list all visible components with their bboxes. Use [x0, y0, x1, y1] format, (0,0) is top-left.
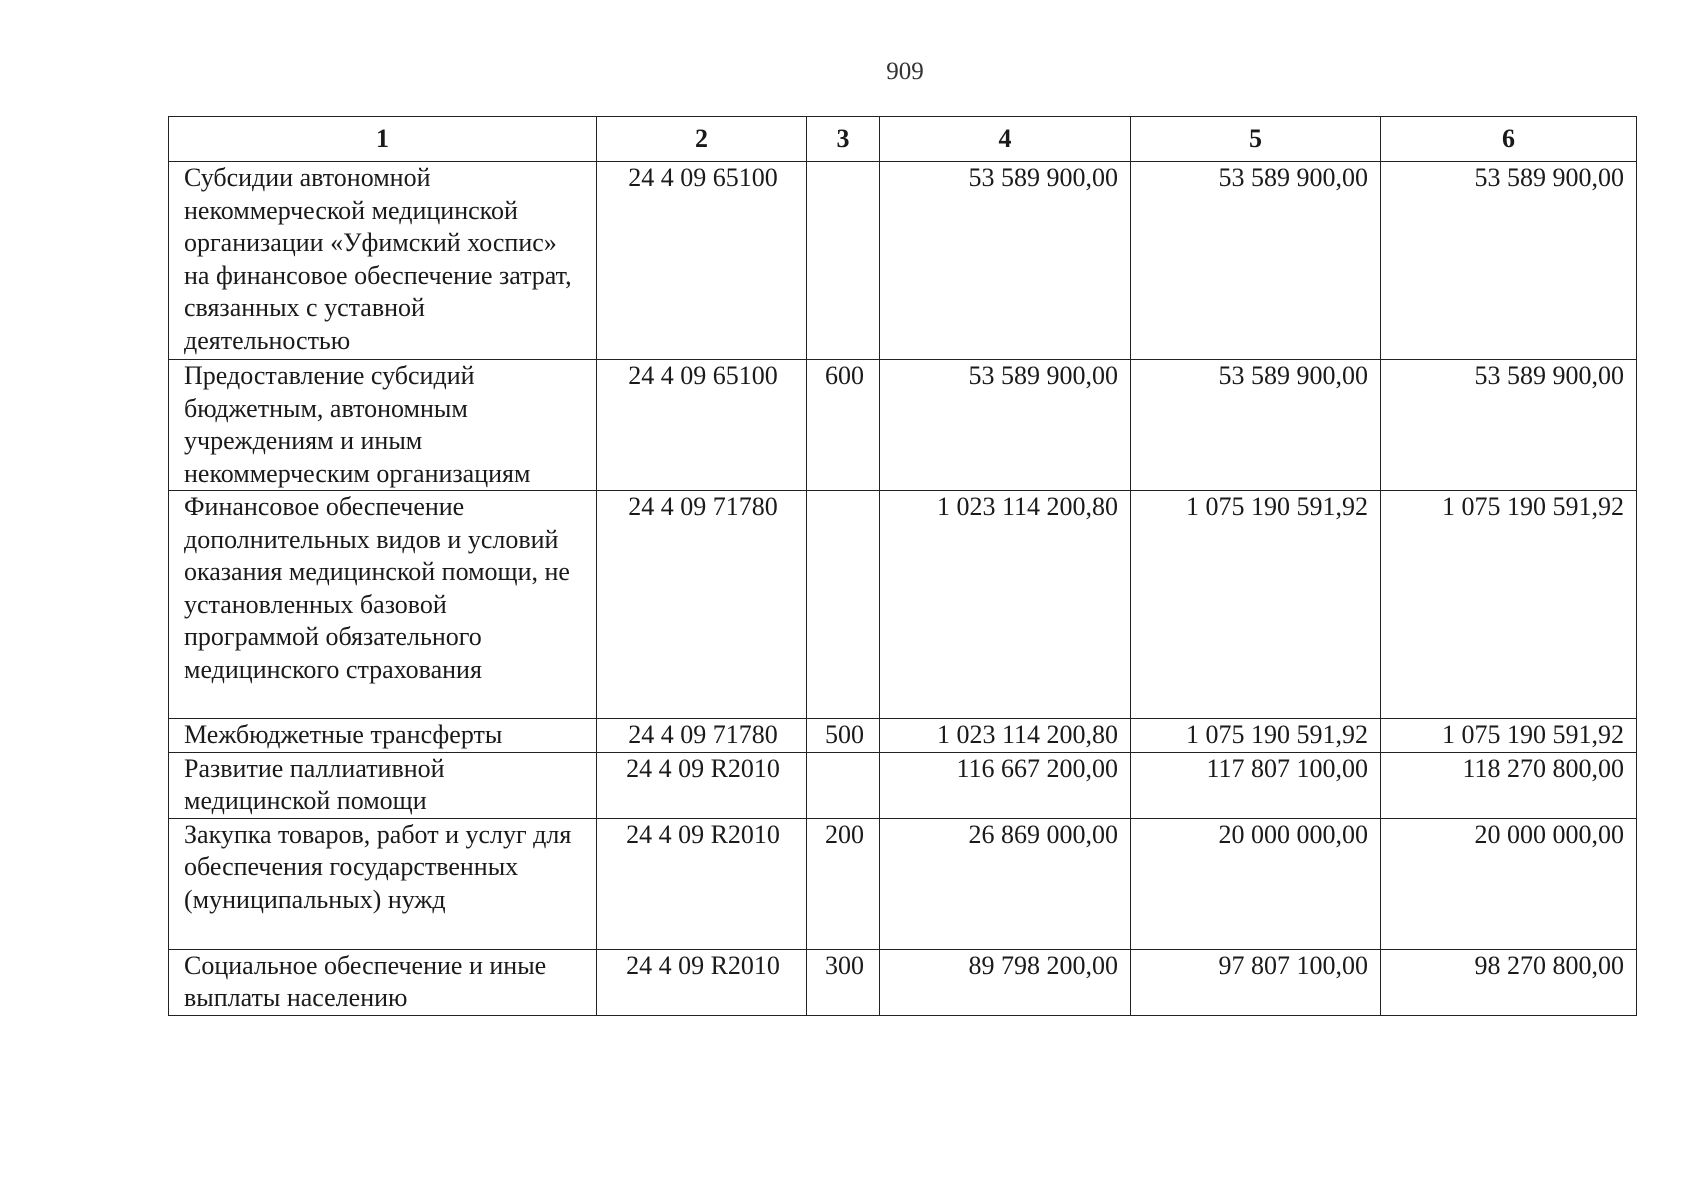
- row-code: 24 4 09 71780: [597, 719, 807, 753]
- row-value-6: 98 270 800,00: [1381, 949, 1637, 1015]
- row-value-5: 97 807 100,00: [1131, 949, 1381, 1015]
- row-name: Межбюджетные трансферты: [169, 719, 597, 753]
- row-code: 24 4 09 65100: [597, 360, 807, 491]
- row-code: 24 4 09 R2010: [597, 818, 807, 949]
- column-header: 5: [1131, 117, 1381, 162]
- row-value-5: 20 000 000,00: [1131, 818, 1381, 949]
- row-code: 24 4 09 65100: [597, 162, 807, 360]
- table-row: [169, 491, 1637, 719]
- row-value-6: 1 075 190 591,92: [1381, 491, 1637, 719]
- row-kvr: [807, 162, 880, 360]
- row-kvr: 200: [807, 818, 880, 949]
- row-value-5: 53 589 900,00: [1131, 360, 1381, 491]
- table-row: [169, 949, 1637, 1015]
- row-value-4: 89 798 200,00: [880, 949, 1131, 1015]
- header-row: [169, 117, 1637, 162]
- row-value-4: 1 023 114 200,80: [880, 491, 1131, 719]
- row-value-5: 53 589 900,00: [1131, 162, 1381, 360]
- table-row: [169, 752, 1637, 818]
- row-value-6: 20 000 000,00: [1381, 818, 1637, 949]
- column-header: 3: [807, 117, 880, 162]
- table-row: [169, 360, 1637, 491]
- row-value-4: 53 589 900,00: [880, 360, 1131, 491]
- column-header: 2: [597, 117, 807, 162]
- row-kvr: [807, 491, 880, 719]
- row-name: Развитие паллиативной медицинской помощи: [169, 752, 597, 818]
- row-value-4: 1 023 114 200,80: [880, 719, 1131, 753]
- column-header: 6: [1381, 117, 1637, 162]
- table-row: [169, 719, 1637, 753]
- column-header: 4: [880, 117, 1131, 162]
- row-name: Закупка товаров, работ и услуг для обеспечения государственных (муниципальных) нужд: [169, 818, 597, 949]
- table-row: [169, 818, 1637, 949]
- row-name: Социальное обеспечение и иные выплаты населению: [169, 949, 597, 1015]
- row-value-5: 1 075 190 591,92: [1131, 491, 1381, 719]
- row-kvr: 500: [807, 719, 880, 753]
- table-row: [169, 162, 1637, 360]
- row-kvr: [807, 752, 880, 818]
- row-value-4: 116 667 200,00: [880, 752, 1131, 818]
- budget-table: [168, 116, 1637, 1016]
- row-value-6: 118 270 800,00: [1381, 752, 1637, 818]
- row-code: 24 4 09 R2010: [597, 949, 807, 1015]
- row-value-4: 26 869 000,00: [880, 818, 1131, 949]
- row-value-6: 1 075 190 591,92: [1381, 719, 1637, 753]
- row-value-6: 53 589 900,00: [1381, 360, 1637, 491]
- row-value-5: 1 075 190 591,92: [1131, 719, 1381, 753]
- row-code: 24 4 09 R2010: [597, 752, 807, 818]
- page-number: 909: [886, 58, 924, 85]
- row-code: 24 4 09 71780: [597, 491, 807, 719]
- row-name: Субсидии автономной некоммерческой медицинской организации «Уфимский хоспис» на финансовое обеспечение затрат, связанных с уставной деятельностью: [169, 162, 597, 360]
- row-kvr: 300: [807, 949, 880, 1015]
- row-value-5: 117 807 100,00: [1131, 752, 1381, 818]
- row-kvr: 600: [807, 360, 880, 491]
- row-value-6: 53 589 900,00: [1381, 162, 1637, 360]
- row-name: Финансовое обеспечение дополнительных видов и условий оказания медицинской помощи, не установленных базовой программой обязательного медицинского страхования: [169, 491, 597, 719]
- row-name: Предоставление субсидий бюджетным, автономным учреждениям и иным некоммерческим организациям: [169, 360, 597, 491]
- row-value-4: 53 589 900,00: [880, 162, 1131, 360]
- column-header: 1: [169, 117, 597, 162]
